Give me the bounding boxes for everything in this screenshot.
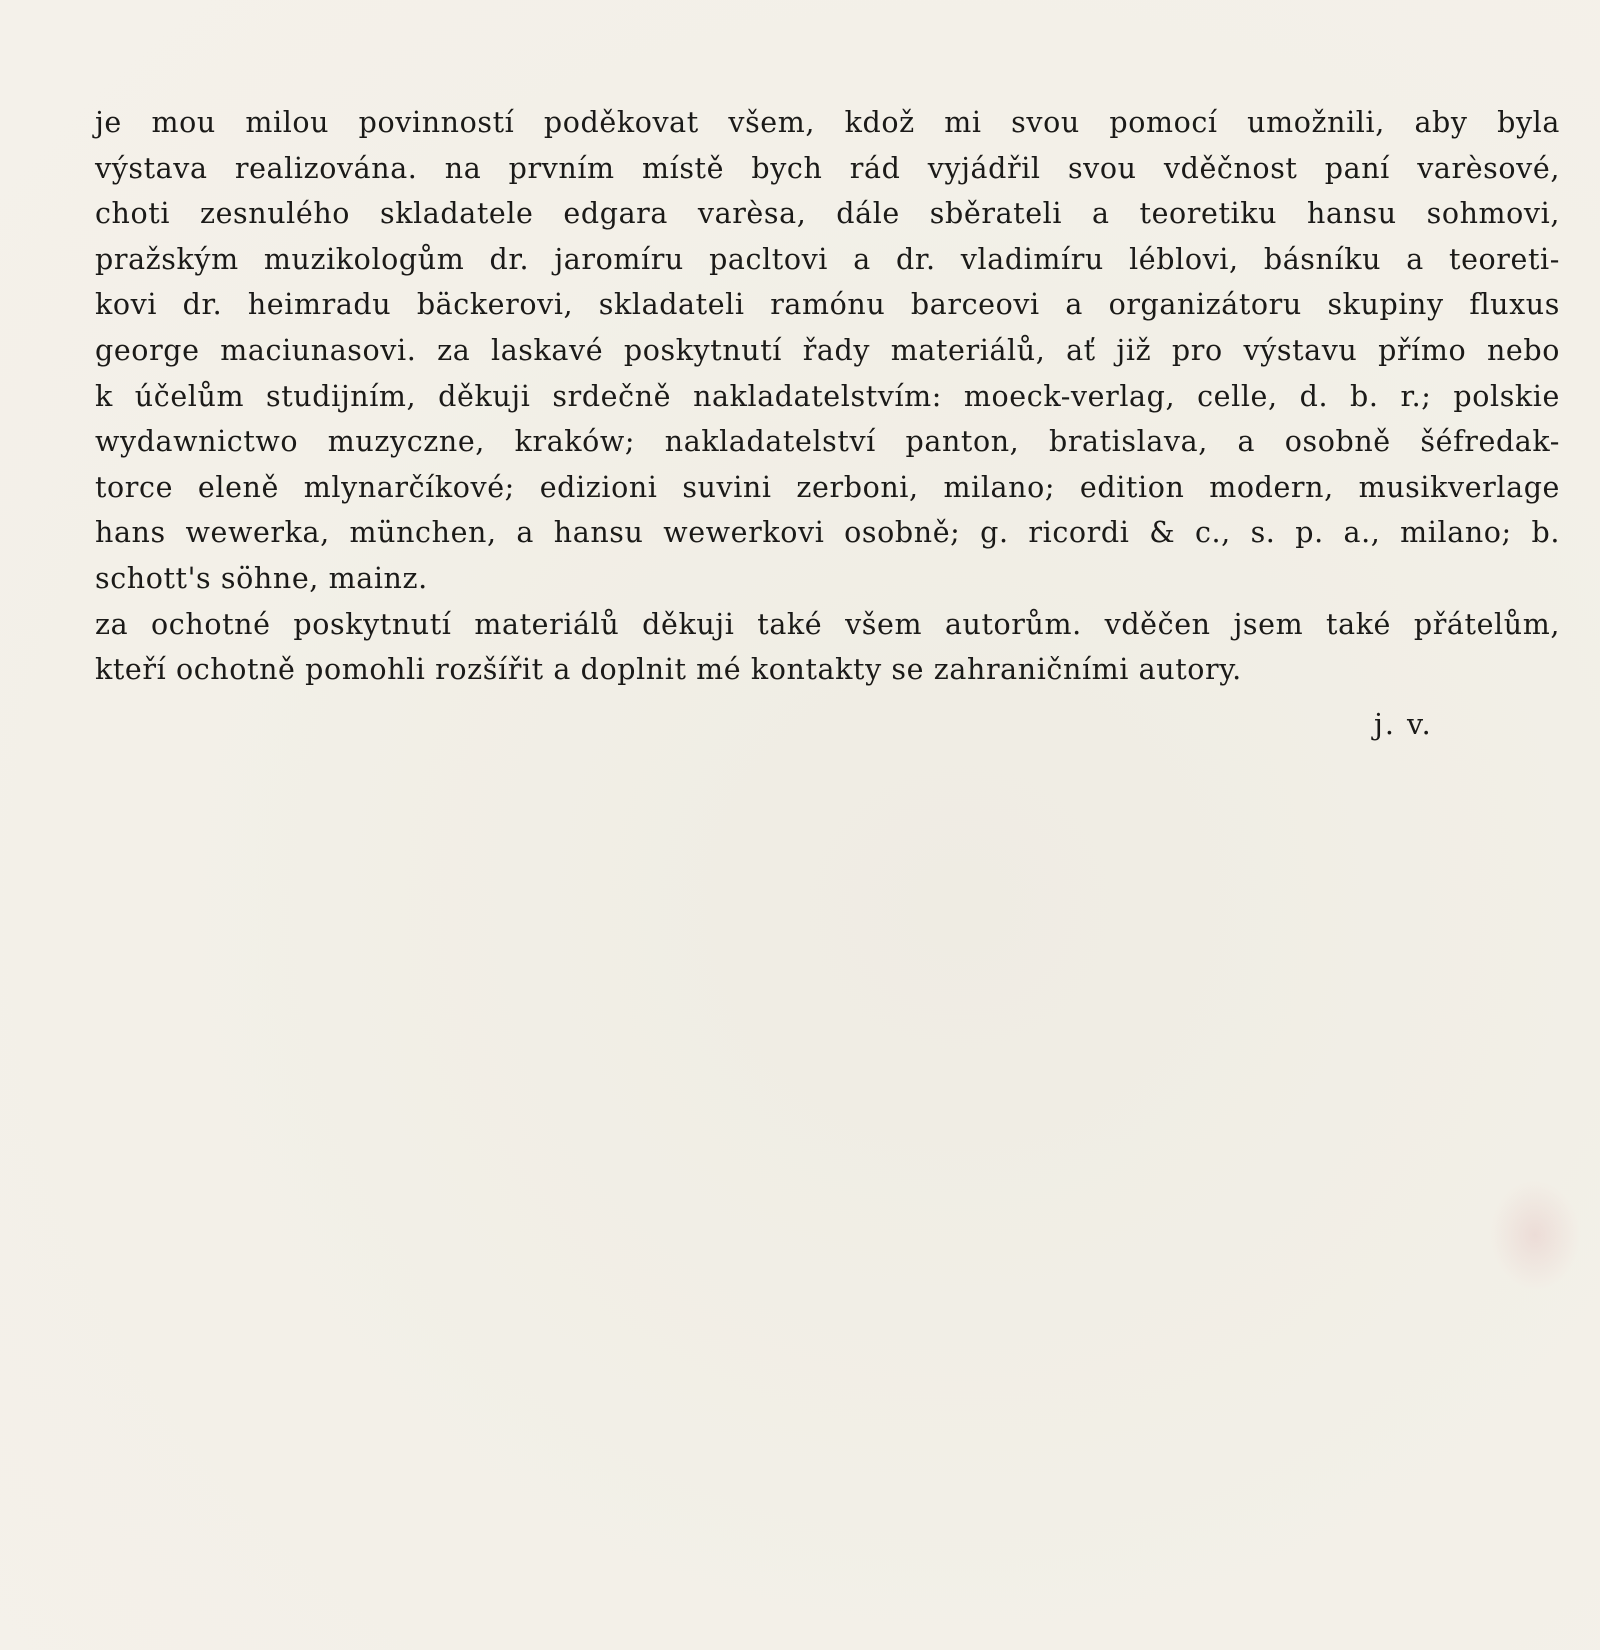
text-line: k účelům studijním, děkuji srdečně nakladatelstvím: moeck-verlag, celle, d. b. r.; polskie	[95, 379, 1560, 413]
text-line: kteří ochotně pomohli rozšířit a doplnit mé kontakty se zahraničními autory.	[95, 653, 1242, 687]
text-line: pražským muzikologům dr. jaromíru pacltovi a dr. vladimíru léblovi, básníku a teoreti-	[95, 242, 1560, 276]
text-line: za ochotné poskytnutí materiálů děkuji také všem autorům. vděčen jsem také přátelům,	[95, 607, 1560, 641]
acknowledgement-text	[95, 100, 1560, 693]
text-line: je mou milou povinností poděkovat všem, kdož mi svou pomocí umožnili, aby byla	[95, 106, 1560, 139]
text-line: choti zesnulého skladatele edgara varèsa, dále sběrateli a teoretiku hansu sohmovi,	[95, 197, 1560, 231]
text-line: výstava realizována. na prvním místě bych rád vyjádřil svou vděčnost paní varèsové,	[95, 151, 1560, 185]
text-line: hans wewerka, münchen, a hansu wewerkovi osobně; g. ricordi & c., s. p. a., milano; b.	[95, 516, 1560, 550]
text-line: schott's söhne, mainz.	[95, 561, 428, 595]
paper-stain	[1490, 1180, 1580, 1290]
signature-initials: j. v.	[1374, 708, 1433, 741]
text-line: wydawnictwo muzyczne, kraków; nakladatelství panton, bratislava, a osobně šéfredak-	[95, 425, 1560, 459]
text-line: torce eleně mlynarčíkové; edizioni suvini zerboni, milano; edition modern, musikverlage	[95, 470, 1560, 504]
text-line: george maciunasovi. za laskavé poskytnutí řady materiálů, ať již pro výstavu přímo nebo	[95, 333, 1560, 367]
text-line: kovi dr. heimradu bäckerovi, skladateli ramónu barceovi a organizátoru skupiny fluxus	[95, 288, 1560, 322]
